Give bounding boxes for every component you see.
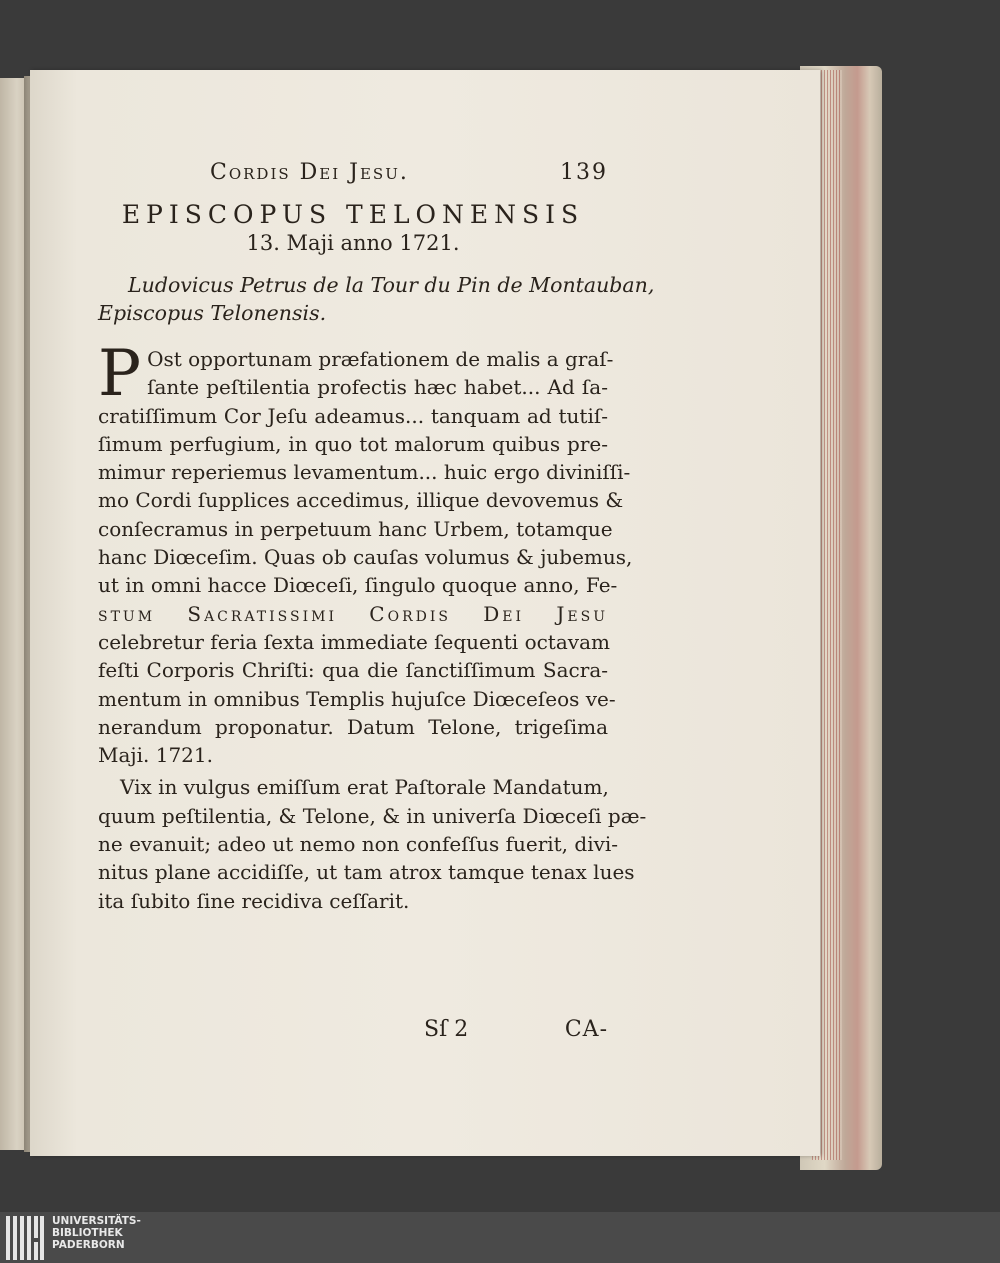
library-name-line-3: PADERBORN [52,1239,125,1251]
text-line: Maji. 1721. [98,743,213,768]
drop-capital: P [98,337,142,411]
text-line: feſti Corporis Chriſti: qua die ſanctiſſimum Sacra- [98,658,608,683]
text-line: ſante peſtilentia profectis hæc habet... Ad ſa- [147,375,608,400]
text-line: ut in omni hacce Diœceſi, ſingulo quoque anno, Fe- [98,573,618,598]
text-line: nerandum proponatur. Datum Telone, trigeſima [98,714,608,739]
text-line: Vix in vulgus emiſſum erat Paſtorale Mandatum, [120,775,609,800]
paragraph-1 [98,337,633,769]
running-head [98,160,608,194]
text-line: ſimum perfugium, in quo tot malorum quibus pre- [98,431,608,456]
author-line [98,271,655,327]
library-name [52,1215,141,1251]
library-name-line-1: UNIVERSITÄTS- [52,1215,141,1227]
text-line: celebretur feria ſexta immediate ſequenti octavam [98,629,610,654]
text-line: nitus plane accidiſſe, ut tam atrox tamque tenax lues [98,860,635,885]
running-head-title: Cordis Dei Jesu. [210,160,409,185]
section-heading: EPISCOPUS TELONENSIS [121,200,585,229]
text-line: conſecramus in perpetuum hanc Urbem, totamque [98,516,613,541]
page-content [98,160,655,1047]
text-line: mimur reperiemus levamentum... huic ergo diviniſſi- [98,460,631,485]
text-line: quum peſtilentia, & Telone, & in univerſa Diœceſi pæ- [98,803,647,828]
library-name-line-2: BIBLIOTHEK [52,1227,123,1239]
section-date: 13. Maji anno 1721. [246,231,460,255]
page-number: 139 [560,160,608,185]
text-line: cratiſſimum Cor Jeſu adeamus... tanquam ad tutiſ- [98,403,608,428]
author-line-1: Ludovicus Petrus de la Tour du Pin de Montauban, [128,273,655,297]
library-footer-bar [0,1212,1000,1263]
page-footer [98,1017,608,1047]
text-line: ne evanuit; adeo ut nemo non confeſſus fuerit, divi- [98,832,619,857]
library-logo-icon [6,1216,44,1260]
text-line: Ost opportunam præfationem de malis a graſ- [147,347,614,371]
text-line: stum Sacratissimi Cordis Dei Jesu [98,601,608,626]
catchword: CA- [564,1016,608,1042]
text-line: ita ſubito ſine recidiva ceſſarit. [98,888,410,913]
paragraph-2 [98,773,647,914]
text-line: hanc Diœceſim. Quas ob cauſas volumus & jubemus, [98,545,633,570]
text-line: mo Cordi ſupplices accedimus, illique devovemus & [98,488,624,513]
text-line: mentum in omnibus Templis hujuſce Diœceſeos ve- [98,686,616,711]
signature-mark: Sſ 2 [424,1016,469,1042]
author-line-2: Episcopus Telonensis. [98,301,327,325]
